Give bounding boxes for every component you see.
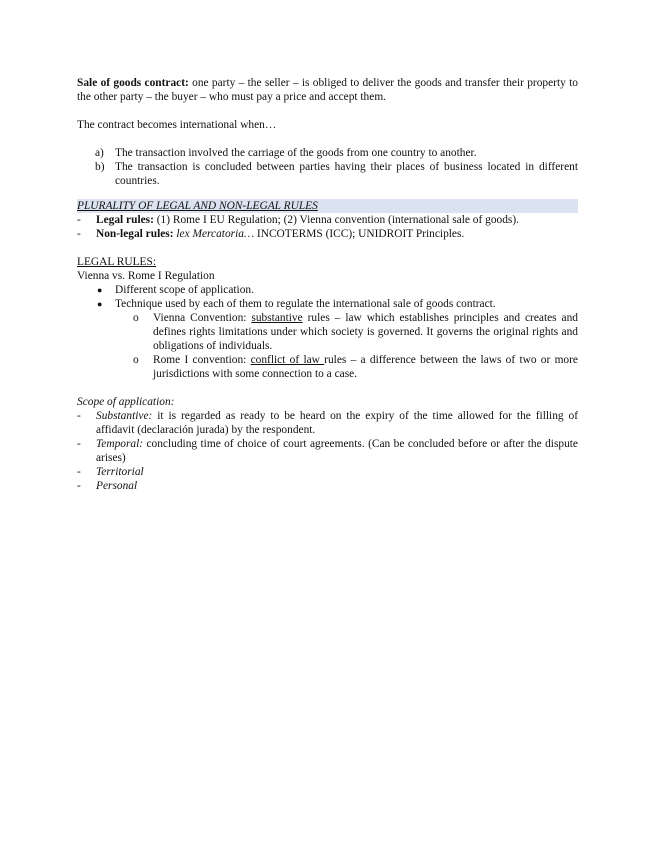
- plurality-heading: [77, 199, 578, 213]
- legal-rules-text: (1) Rome I EU Regulation; (2) Vienna convention (international sale of goods).: [153, 214, 520, 226]
- plurality-list: [77, 213, 578, 241]
- scope-label: Territorial: [96, 466, 144, 478]
- list-item-text: The transaction involved the carriage of the goods from one country to another.: [115, 147, 477, 159]
- list-item: [77, 146, 578, 160]
- list-item: [77, 297, 578, 311]
- non-legal-rules-label: Non-legal rules:: [96, 228, 174, 240]
- international-conditions-list: [77, 146, 578, 188]
- legal-rules-heading: LEGAL RULES:: [77, 256, 156, 268]
- intro-paragraph: [77, 76, 578, 104]
- bullet-marker: ●: [97, 299, 103, 309]
- sub-item-prefix: Rome I convention:: [153, 354, 251, 366]
- list-item: [77, 283, 578, 297]
- list-marker: -: [77, 410, 81, 422]
- sub-item-text: rules – a difference between the laws of two or more jurisdictions with some connection to a case.: [153, 354, 578, 380]
- bullet-marker: ●: [97, 285, 103, 295]
- list-item: [77, 437, 578, 465]
- scope-heading-text: Scope of application:: [77, 396, 175, 408]
- legal-rules-bullets: [77, 283, 578, 311]
- scope-list: [77, 409, 578, 493]
- scope-label: Personal: [96, 480, 138, 492]
- sub-item-underlined: substantive: [251, 312, 303, 324]
- international-lead: The contract becomes international when…: [77, 119, 277, 131]
- list-item: [115, 353, 578, 381]
- list-item-text: The transaction is concluded between parties having their places of business located in different countries.: [115, 161, 578, 187]
- list-marker: -: [77, 228, 81, 240]
- scope-label: Substantive:: [96, 410, 153, 422]
- sub-item-underlined: conflict of law: [250, 354, 325, 366]
- scope-text: it is regarded as ready to be heard on the expiry of the time allowed for the filling of affidavit (declaración jurada) by the respondent.: [96, 410, 578, 436]
- sub-bullet-marker: o: [133, 354, 139, 366]
- intro-definition: one party – the seller – is obliged to deliver the goods and transfer their property to the other party – the buyer – who must pay a price and accept them.: [77, 77, 578, 103]
- scope-heading: [77, 395, 578, 409]
- sub-item-text: rules – law which establishes principles and creates and defines rights limitations under which society is governed. It governs the original rights and obligations of individuals.: [153, 312, 578, 352]
- list-item: [77, 160, 578, 188]
- sub-item-prefix: Vienna Convention:: [153, 312, 252, 324]
- list-marker: a): [95, 147, 104, 159]
- list-marker: -: [77, 466, 81, 478]
- list-marker: -: [77, 480, 81, 492]
- list-item: [77, 227, 578, 241]
- list-marker: -: [77, 214, 81, 226]
- intro-term: Sale of goods contract:: [77, 77, 189, 89]
- list-item-text: Different scope of application.: [115, 284, 254, 296]
- non-legal-rules-text: INCOTERMS (ICC); UNIDROIT Principles.: [254, 228, 465, 240]
- list-item: [115, 311, 578, 353]
- legal-rules-sublist: [77, 311, 578, 381]
- list-marker: b): [95, 161, 105, 173]
- legal-rules-label: Legal rules:: [96, 214, 154, 226]
- list-item: [77, 409, 578, 437]
- scope-label: Temporal:: [96, 438, 144, 450]
- list-item: [77, 213, 578, 227]
- list-marker: -: [77, 438, 81, 450]
- document-page: [77, 76, 578, 493]
- sub-bullet-marker: o: [133, 312, 139, 324]
- list-item: [77, 465, 578, 479]
- scope-text: concluding time of choice of court agreements. (Can be concluded before or after the dispute arises): [96, 438, 578, 464]
- legal-rules-subtitle: Vienna vs. Rome I Regulation: [77, 270, 215, 282]
- list-item: [77, 479, 578, 493]
- non-legal-rules-italic: lex Mercatoria…: [173, 228, 255, 240]
- list-item-text: Technique used by each of them to regulate the international sale of goods contract.: [115, 298, 496, 310]
- plurality-heading-text: PLURALITY OF LEGAL AND NON-LEGAL RULES: [77, 199, 578, 213]
